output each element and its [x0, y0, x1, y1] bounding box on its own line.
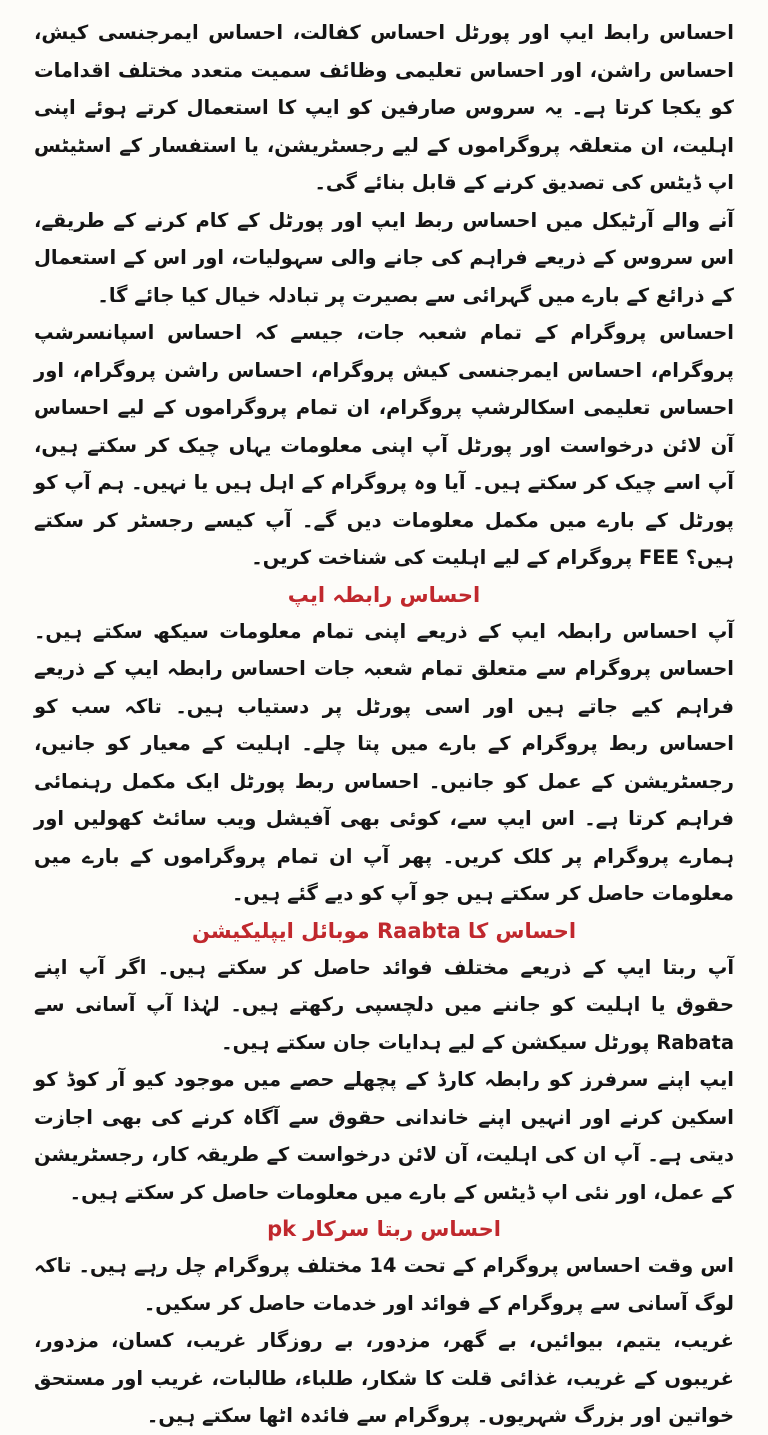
section-heading-raabta-mobile-app: احساس کا Raabta موبائل ایپلیکیشن — [191, 918, 577, 943]
section1-paragraph-1: آپ احساس رابطہ ایپ کے ذریعے اپنی تمام معلومات سیکھ سکتے ہیں۔ احساس پروگرام سے متعلق تمام شعبہ جات احساس رابطہ ایپ کے ذریعے فراہم کیے جاتے ہیں اور اسی پورٹل پر دستیاب ہیں۔ تاکہ سب کو احساس ربط پروگرام کے بارے میں پتا چلے۔ اہلیت کے معیار کو جانیں، رجسٹریشن کے عمل کو جانیں۔ احساس ربط پورٹل ایک مکمل رہنمائی فراہم کرتا ہے۔ اس ایپ سے، کوئی بھی آفیشل ویب سائٹ کھولیں اور ہمارے پروگرام پر کلک کریں۔ پھر آپ ان تمام پروگراموں کے بارے میں معلومات حاصل کر سکتے ہیں جو آپ کو دیے گئے ہیں۔ — [34, 619, 734, 905]
section2-paragraph-2: ایپ اپنے سرفرز کو رابطہ کارڈ کے پچھلے حصے میں موجود کیو آر کوڈ کو اسکین کرنے اور انہیں اپنے خاندانی حقوق سے آگاہ کرنے کی بھی اجازت دیتی ہے۔ آپ ان کی اہلیت، آن لائن درخواست کے طریقہ کار، رجسٹریشن کے عمل، اور نئی اپ ڈیٹس کے بارے میں معلومات حاصل کر سکتے ہیں۔ — [34, 1068, 734, 1204]
intro-paragraph-3: احساس پروگرام کے تمام شعبہ جات، جیسے کہ احساس اسپانسرشپ پروگرام، احساس ایمرجنسی کیش پروگرام، احساس راشن پروگرام، اور احساس تعلیمی اسکالرشپ پروگرام، ان تمام پروگراموں کے لیے احساس آن لائن درخواست اور پورٹل آپ اپنی معلومات یہاں چیک کر سکتے ہیں، آپ اسے چیک کر سکتے ہیں۔ آیا وہ پروگرام کے اہل ہیں یا نہیں۔ ہم آپ کو پورٹل کے بارے میں مکمل معلومات دیں گے۔ آپ کیسے رجسٹر کر سکتے ہیں؟ FEE پروگرام کے لیے اہلیت کی شناخت کریں۔ — [34, 321, 734, 569]
intro-paragraph-2: آنے والے آرٹیکل میں احساس ربط ایپ اور پورٹل کے کام کرنے کے طریقے، اس سروس کے ذریعے فراہم کی جانے والی سہولیات، اور اس کے استعمال کے ذرائع کے بارے میں گہرائی سے بصیرت پر تبادلہ خیال کیا جائے گا۔ — [34, 208, 734, 307]
section-heading-raabta-sarkar-pk: احساس ربتا سرکار pk — [267, 1217, 501, 1241]
section3-paragraph-2: غریب، یتیم، بیوائیں، بے گھر، مزدور، بے روزگار غریب، کسان، مزدور، غریبوں کے غریب، غذائی قلت کا شکار، طلباء، طالبات، غریب اور مستحق خواتین اور بزرگ شہریوں۔ پروگرام سے فائدہ اٹھا سکتے ہیں۔ — [34, 1329, 734, 1427]
section2-paragraph-1: آپ ربتا ایپ کے ذریعے مختلف فوائد حاصل کر سکتے ہیں۔ اگر آپ اپنے حقوق یا اہلیت کو جاننے میں دلچسپی رکھتے ہیں۔ لہٰذا آپ آسانی سے Rabata پورٹل سیکشن کے لیے ہدایات جان سکتے ہیں۔ — [34, 955, 734, 1054]
section3-paragraph-1: اس وقت احساس پروگرام کے تحت 14 مختلف پروگرام چل رہے ہیں۔ تاکہ لوگ آسانی سے پروگرام کے فوائد اور خدمات حاصل کر سکیں۔ — [34, 1254, 734, 1315]
section-heading-raabta-app: احساس رابطہ ایپ — [287, 582, 481, 607]
intro-paragraph-1: احساس رابط ایپ اور پورٹل احساس کفالت، احساس ایمرجنسی کیش، احساس راشن، اور احساس تعلیمی وظائف سمیت متعدد مختلف اقدامات کو یکجا کرتا ہے۔ یہ سروس صارفین کو ایپ کا استعمال کرتے ہوئے اپنی اہلیت، ان متعلقہ پروگراموں کے لیے رجسٹریشن، یا استفسار کے اسٹیٹس اپ ڈیٹس کی تصدیق کرنے کے قابل بنائے گی۔ — [34, 21, 734, 194]
